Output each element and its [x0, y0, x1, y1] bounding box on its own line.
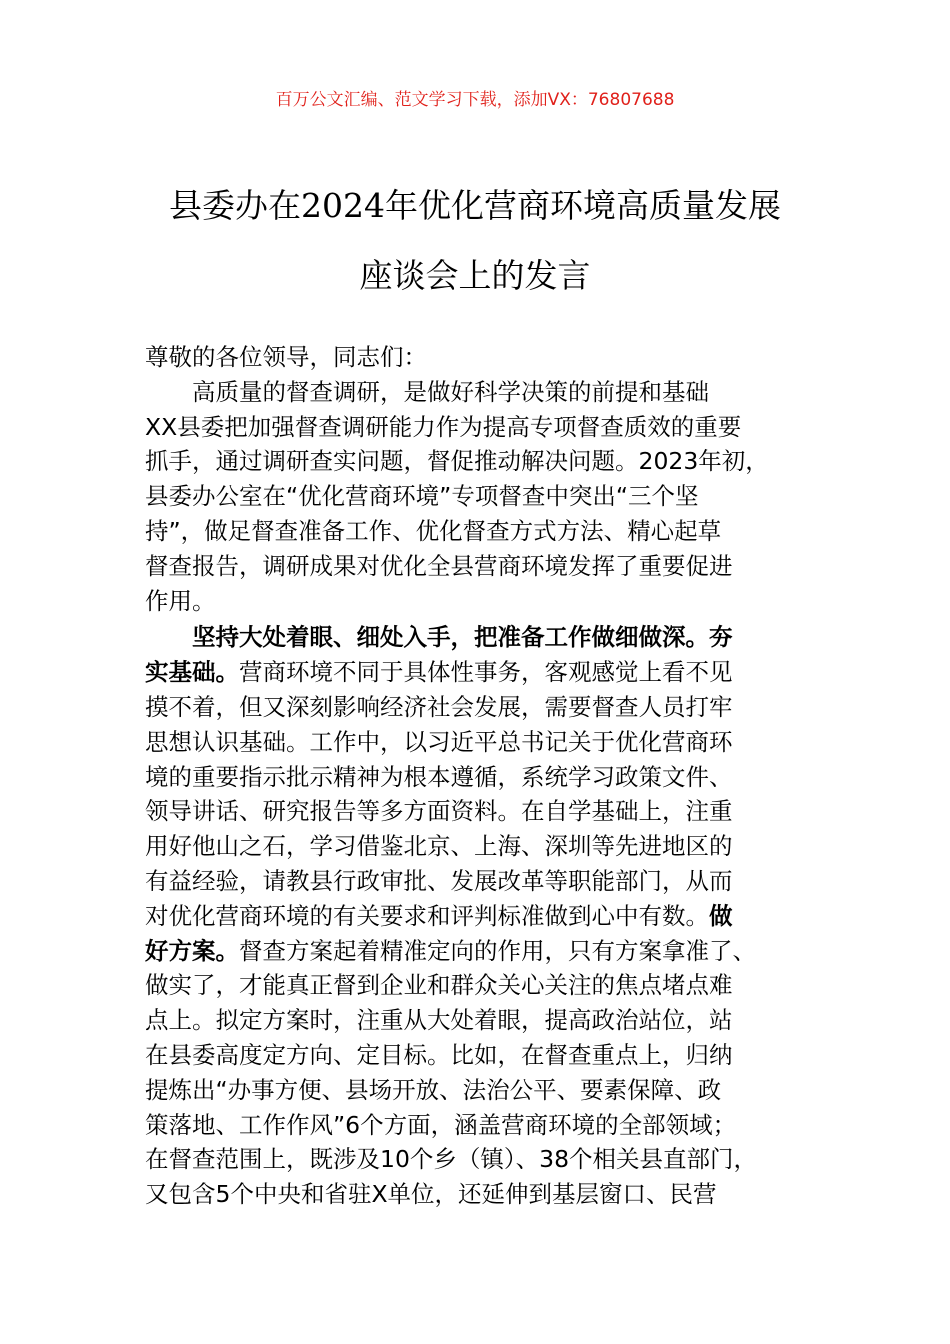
p2-line	[145, 899, 845, 934]
p1-line: 持”，做足督查准备工作、优化督查方式方法、精心起草	[145, 516, 722, 545]
p2-line: 点上。拟定方案时，注重从大处着眼，提高政治站位，站	[145, 1006, 733, 1035]
p2-line	[145, 934, 845, 969]
p1-line: 作用。	[145, 586, 216, 615]
p2-line: 策落地、工作作风”6个方面，涵盖营商环境的全部领域；	[145, 1110, 737, 1139]
p2-subheading: 好方案。	[145, 936, 239, 965]
p2-line: 又包含5个中央和省驻X单位，还延伸到基层窗口、民营	[145, 1180, 717, 1209]
p2-line: 用好他山之石，学习借鉴北京、上海、深圳等先进地区的	[145, 832, 733, 861]
title-line-1: 县委办在2024年优化营商环境高质量发展	[169, 186, 781, 225]
p1-line: 县委办公室在“优化营商环境”专项督查中突出“三个坚	[145, 482, 699, 511]
p1-line: XX县委把加强督查调研能力作为提高专项督查质效的重要	[145, 412, 742, 441]
p2-line: 思想认识基础。工作中，以习近平总书记关于优化营商环	[145, 727, 733, 756]
p2-line: 摸不着，但又深刻影响经济社会发展，需要督查人员打牢	[145, 692, 733, 721]
p2-line: 领导讲话、研究报告等多方面资料。在自学基础上，注重	[145, 797, 733, 826]
p2-line: 提炼出“办事方便、县场开放、法治公平、要素保障、政	[145, 1075, 722, 1104]
p2-line: 在督查范围上，既涉及10个乡（镇）、38个相关县直部门，	[145, 1145, 758, 1174]
title-line-2: 座谈会上的发言	[359, 256, 591, 295]
header-notice: 百万公文汇编、范文学习下载，添加VX：76807688	[275, 90, 675, 110]
p2-text: 营商环境不同于具体性事务，客观感觉上看不见	[239, 658, 733, 687]
p1-line: 督查报告，调研成果对优化全县营商环境发挥了重要促进	[145, 551, 733, 580]
p2-subheading: 实基础。	[145, 658, 239, 687]
p2-line: 做实了，才能真正督到企业和群众关心关注的焦点堵点难	[145, 971, 733, 1000]
body-text	[145, 340, 845, 1212]
p2-text: 督查方案起着精准定向的作用，只有方案拿准了、	[239, 936, 756, 965]
p2-text: 对优化营商环境的有关要求和评判标准做到心中有数。	[145, 901, 709, 930]
p2-line	[145, 620, 845, 655]
p2-line: 在县委高度定方向、定目标。比如，在督查重点上，归纳	[145, 1040, 733, 1069]
p2-line: 有益经验，请教县行政审批、发展改革等职能部门，从而	[145, 866, 733, 895]
p2-heading: 坚持大处着眼、细处入手，把准备工作做细做深。夯	[192, 623, 733, 652]
p1-line: 高质量的督查调研，是做好科学决策的前提和基础	[192, 377, 709, 406]
p2-subheading: 做	[709, 901, 733, 930]
p1-line: 抓手，通过调研查实问题，督促推动解决问题。2023年初，	[145, 447, 769, 476]
p2-line: 境的重要指示批示精神为根本遵循，系统学习政策文件、	[145, 762, 733, 791]
salutation: 尊敬的各位领导，同志们：	[145, 343, 427, 371]
p2-line	[145, 655, 845, 690]
